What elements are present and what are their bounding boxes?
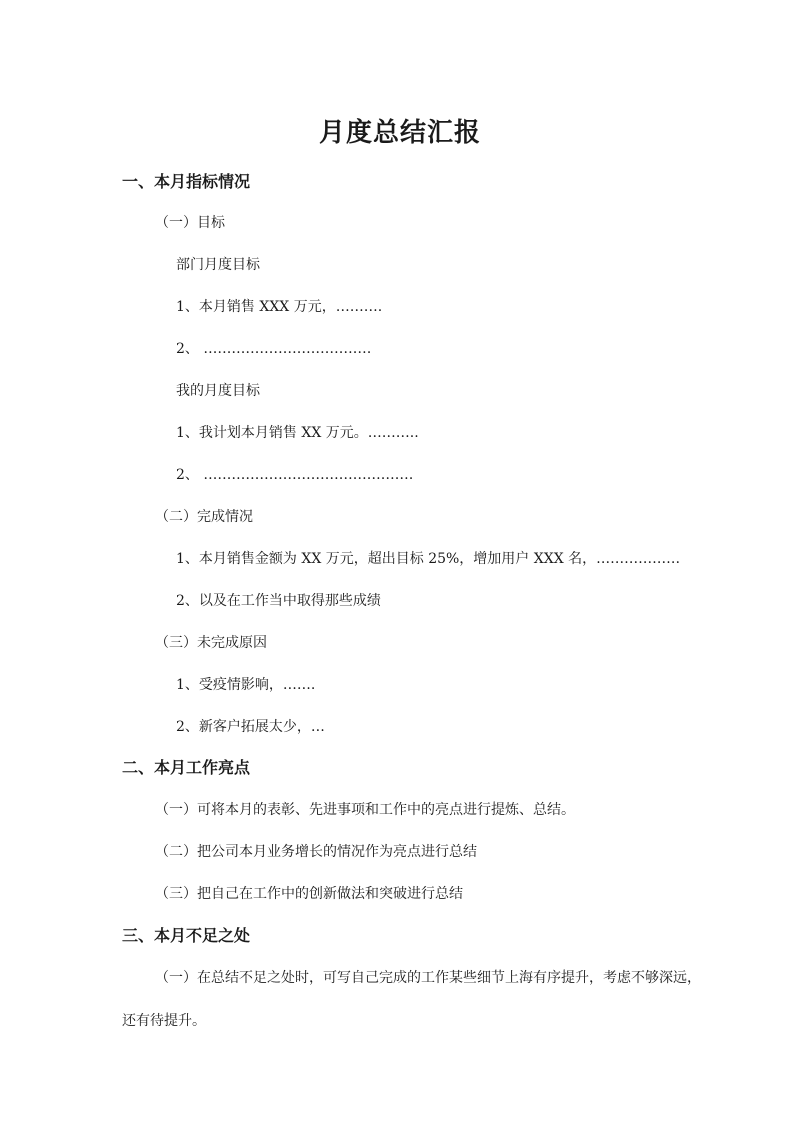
section-3-heading: 三、本月不足之处 [122,926,251,945]
paragraph-line: 我的月度目标 [176,383,260,399]
paragraph-line: 2、 ……………………………… [176,341,372,357]
section-1-heading: 一、本月指标情况 [122,172,251,191]
paragraph-line: 2、 ……………………………………… [176,467,414,483]
highlight-item: （一）可将本月的表彰、先进事项和工作中的亮点进行提炼、总结。 [155,802,575,818]
shortcoming-paragraph-line-2: 还有待提升。 [122,1013,206,1029]
shortcoming-paragraph-line-1: （一）在总结不足之处时，可写自己完成的工作某些细节上海有序提升，考虑不够深远， [155,970,701,986]
subsection-1-3-heading: （三）未完成原因 [155,635,267,651]
paragraph-line: 1、本月销售 XXX 万元，………. [176,299,383,315]
paragraph-line: 2、新客户拓展太少，… [176,719,325,735]
highlight-item: （二）把公司本月业务增长的情况作为亮点进行总结 [155,844,477,860]
paragraph-line: 1、本月销售金额为 XX 万元，超出目标 25%，增加用户 XXX 名，……………… [176,551,681,567]
section-2-heading: 二、本月工作亮点 [122,758,251,777]
subsection-1-1-heading: （一）目标 [155,215,225,231]
paragraph-line: 2、以及在工作当中取得那些成绩 [176,593,381,609]
paragraph-line: 1、我计划本月销售 XX 万元。……….. [176,425,419,441]
highlight-item: （三）把自己在工作中的创新做法和突破进行总结 [155,886,463,902]
document-title: 月度总结汇报 [318,118,481,148]
paragraph-line: 1、受疫情影响，……. [176,677,316,693]
subsection-1-2-heading: （二）完成情况 [155,509,253,525]
paragraph-line: 部门月度目标 [176,257,260,273]
